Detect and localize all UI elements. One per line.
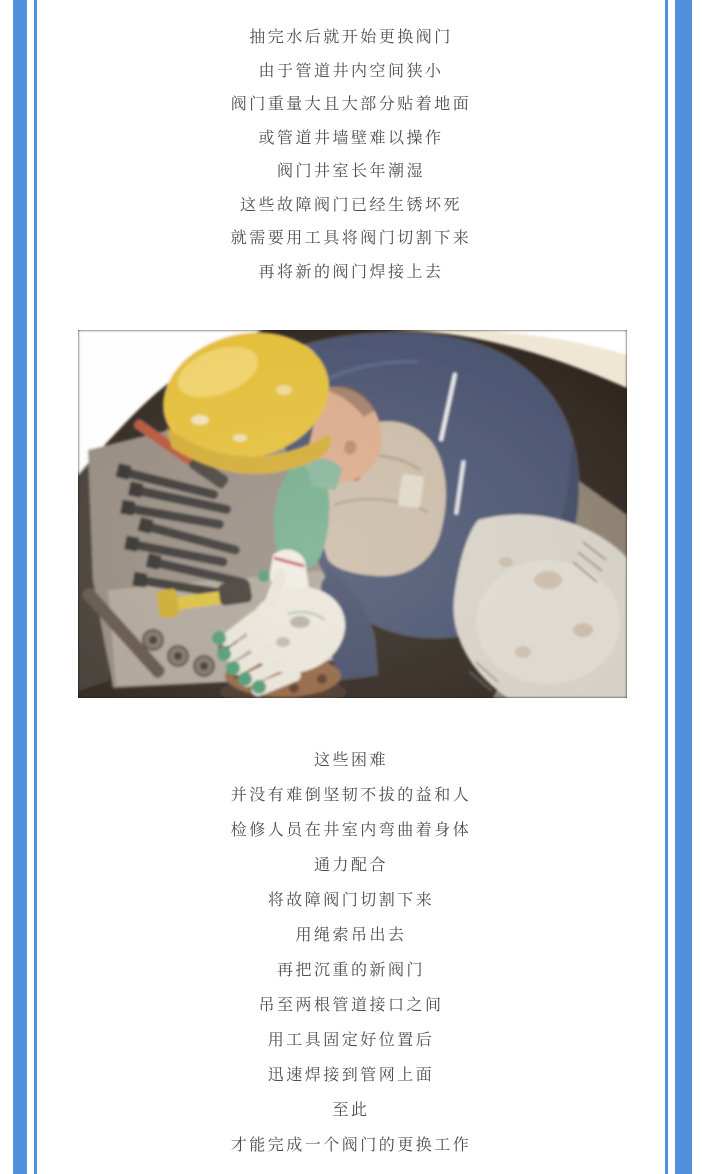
worker-replacing-valve-photo[interactable] [78,330,627,698]
article-line: 这些故障阀门已经生锈坏死 [239,196,462,214]
left-outer-accent-bar [13,0,27,1174]
article-line: 通力配合 [313,857,388,874]
right-outer-accent-bar [675,0,692,1174]
article-line: 再将新的阀门焊接上去 [258,263,444,281]
article-line: 或管道井墙壁难以操作 [258,129,444,147]
article-line: 用绳索吊出去 [295,927,407,944]
article-line: 用工具固定好位置后 [267,1032,435,1049]
article-line: 检修人员在井室内弯曲着身体 [230,822,472,839]
article-line: 并没有难倒坚韧不拔的益和人 [230,787,472,804]
article-line: 这些困难 [313,752,388,769]
article-line: 阀门重量大且大部分贴着地面 [230,96,472,113]
right-inner-accent-line [665,0,668,1174]
intro-paragraph [37,21,665,289]
article-line: 吊至两根管道接口之间 [258,997,444,1014]
article-content [37,0,665,1174]
photo-illustration [78,330,627,698]
article-line: 阀门井室长年潮湿 [276,163,425,180]
article-line: 迅速焊接到管网上面 [267,1067,435,1084]
detail-paragraph [37,743,665,1163]
article-line: 将故障阀门切割下来 [267,892,435,909]
article-line: 才能完成一个阀门的更换工作 [230,1137,472,1154]
photo-scene [78,330,627,698]
article-line: 再把沉重的新阀门 [276,962,425,979]
article-line: 抽完水后就开始更换阀门 [249,29,453,46]
article-line: 就需要用工具将阀门切割下来 [230,230,472,247]
article-line: 由于管道井内空间狭小 [258,62,444,80]
article-line: 至此 [332,1102,370,1119]
